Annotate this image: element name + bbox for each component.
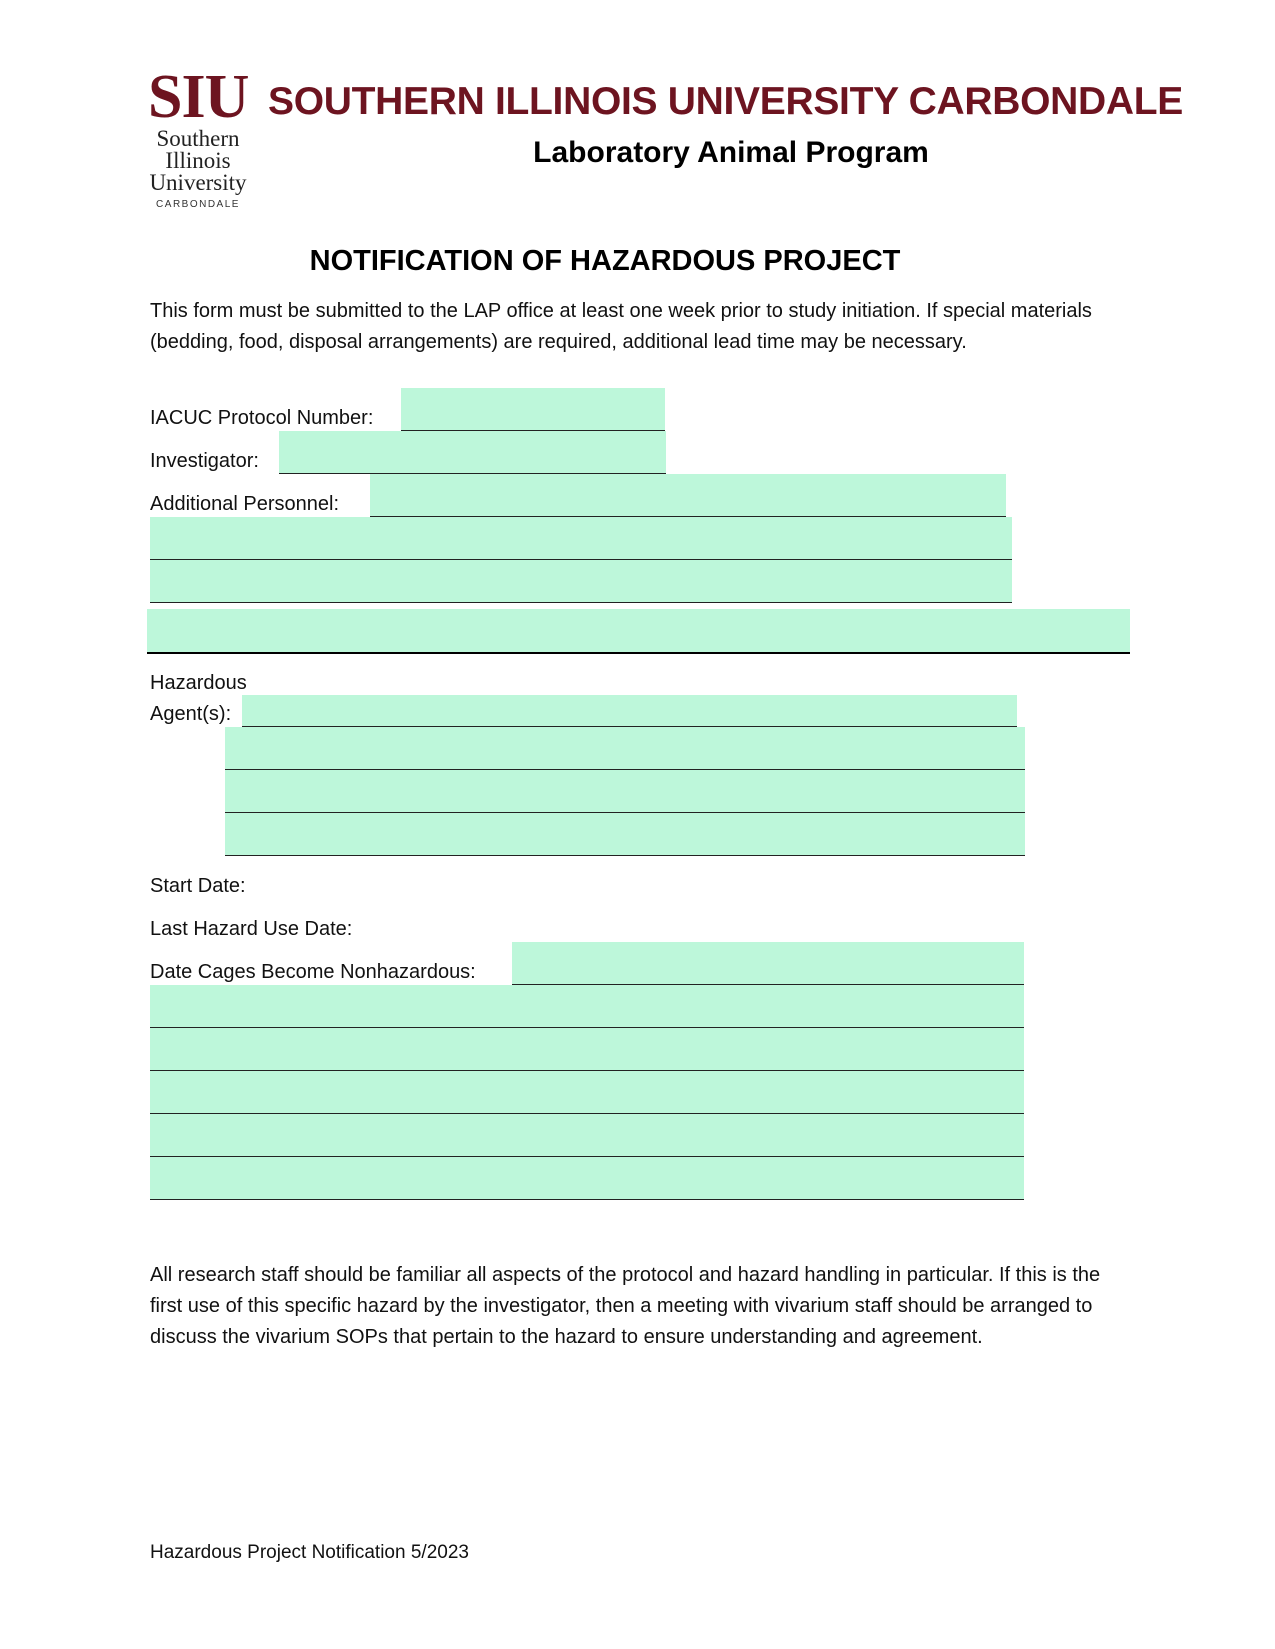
hazard-agents-label-line-1: Hazardous [150,672,247,694]
cages-nonhazardous-field-line-5[interactable] [150,1114,1024,1157]
logo-line-university: University [149,170,247,195]
cages-nonhazardous-label: Date Cages Become Nonhazardous: [150,961,476,983]
cages-nonhazardous-field-line-4[interactable] [150,1071,1024,1114]
university-name: SOUTHERN ILLINOIS UNIVERSITY CARBONDALE [268,80,1183,123]
investigator-label: Investigator: [150,450,259,472]
logo-line-illinois: Illinois [165,148,231,173]
closing-paragraph: All research staff should be familiar all aspects of the protocol and hazard handling in particular. If this is the first use of this specific hazard by the investigator, then a meeting with vivarium staff should be arranged to discuss the vivarium SOPs that pertain to the hazard to ensure understanding and agreement. [150,1264,1101,1348]
investigator-field[interactable] [279,431,666,474]
hazard-agents-field-line-2[interactable] [225,727,1025,770]
siu-logo-mark: SIU [148,63,249,131]
intro-paragraph: This form must be submitted to the LAP office at least one week prior to study initiation. If special materials (bedding, food, disposal arrangements) are required, additional lead time may be necessary. [150,300,1092,353]
personnel-field-line-1[interactable] [370,474,1006,517]
logo-line-southern: Southern [156,126,240,151]
hazard-agents-field-line-3[interactable] [225,770,1025,813]
protocol-number-field[interactable] [401,388,665,431]
cages-nonhazardous-field-line-2[interactable] [150,985,1024,1028]
page-footer: Hazardous Project Notification 5/2023 [150,1542,469,1563]
personnel-label: Additional Personnel: [150,493,340,515]
program-name: Laboratory Animal Program [533,136,929,169]
personnel-field-line-4[interactable] [147,609,1130,654]
siu-logo-wordmark [148,128,248,194]
personnel-field-line-3[interactable] [150,560,1012,603]
logo-carbondale: CARBONDALE [156,199,240,210]
cages-nonhazardous-field-line-6[interactable] [150,1157,1024,1200]
cages-nonhazardous-field-line-3[interactable] [150,1028,1024,1071]
last-hazard-date-label: Last Hazard Use Date: [150,918,353,940]
hazard-agents-field-line-4[interactable] [225,813,1025,856]
start-date-label: Start Date: [150,875,246,897]
cages-nonhazardous-field-line-1[interactable] [512,942,1024,985]
personnel-field-line-2[interactable] [150,517,1012,560]
hazard-agents-label-line-2: Agent(s): [150,703,232,725]
form-title: NOTIFICATION OF HAZARDOUS PROJECT [309,245,901,277]
protocol-number-label: IACUC Protocol Number: [150,407,374,429]
hazard-agents-field-line-1[interactable] [242,695,1017,727]
